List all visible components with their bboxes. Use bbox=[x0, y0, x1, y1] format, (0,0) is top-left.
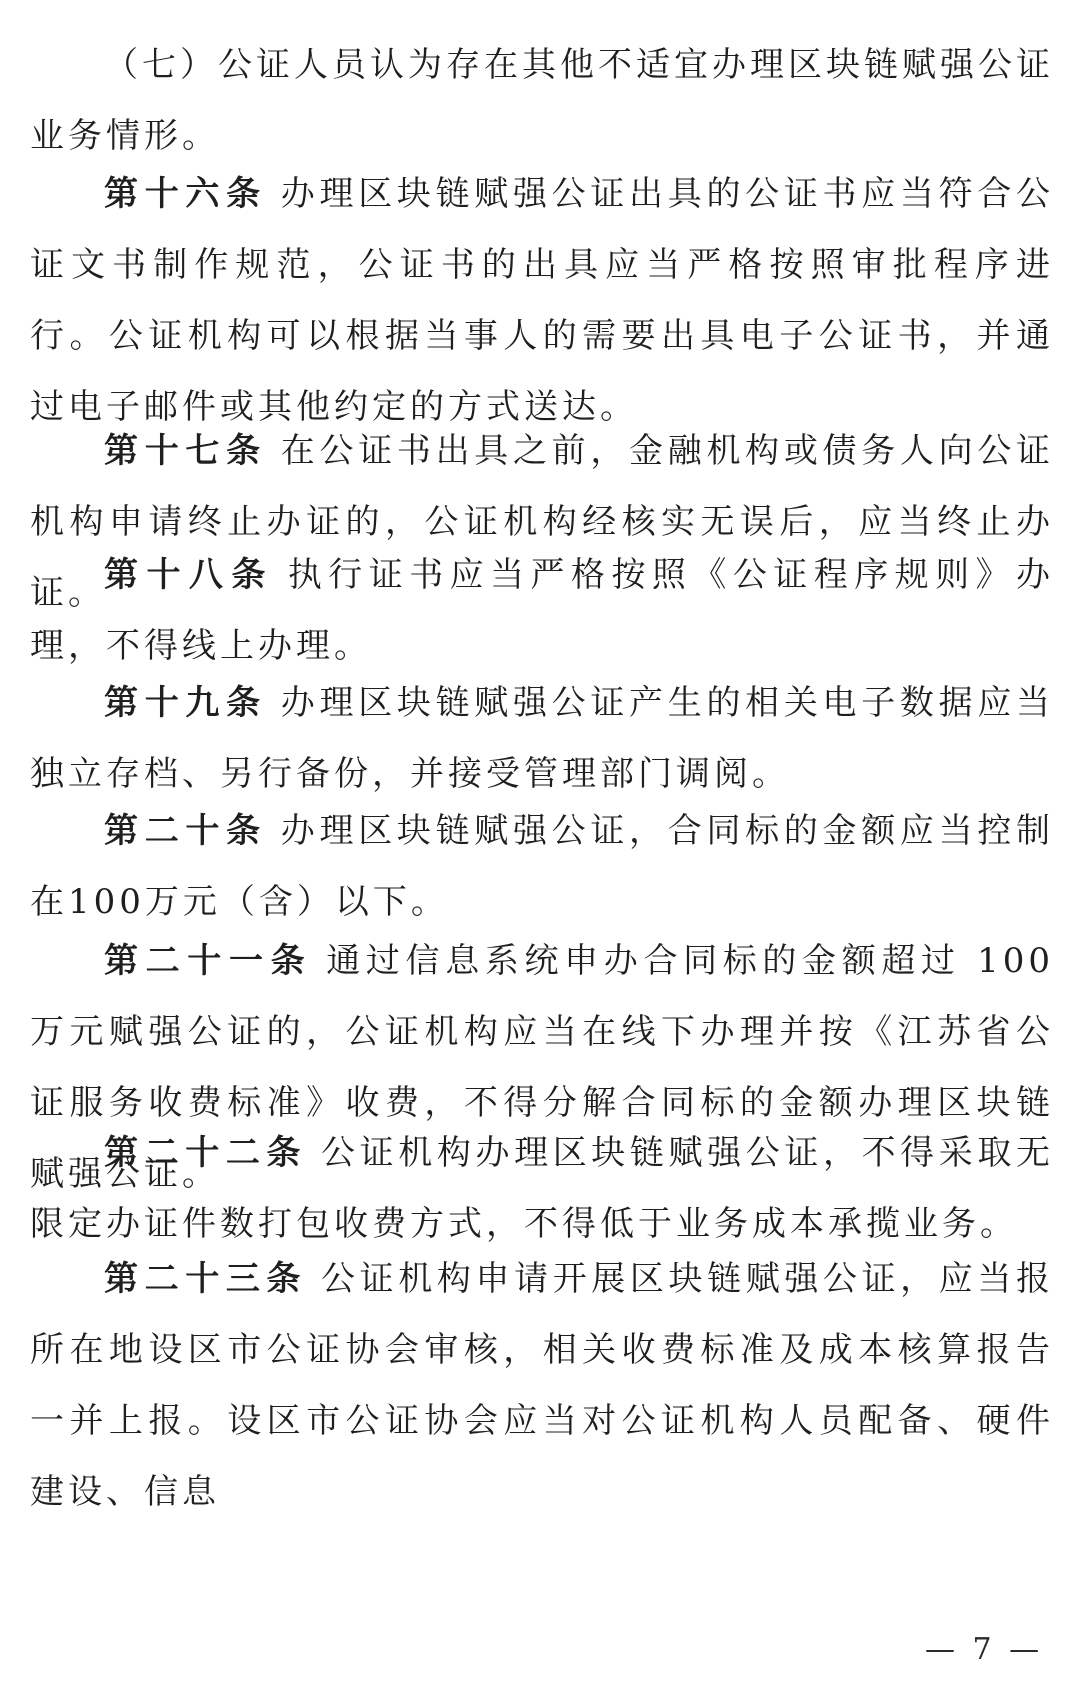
article-text: 公证机构办理区块链赋强公证，不得采取无限定办证件数打包收费方式，不得低于业务成本承揽业务。 bbox=[30, 1133, 1055, 1244]
page-number: — 7 — bbox=[925, 1632, 1044, 1667]
article-text: 在公证书出具之前，金融机构或债务人向公证机构申请终止办证的，公证机构经核实无误后，应当终止办证。 bbox=[30, 431, 1055, 613]
article-heading: 第十八条 bbox=[104, 555, 274, 595]
article-22 bbox=[30, 1118, 1054, 1260]
article-heading: 第十六条 bbox=[104, 174, 267, 214]
article-text: 执行证书应当严格按照《公证程序规则》办理，不得线上办理。 bbox=[30, 555, 1055, 666]
article-heading: 第十七条 bbox=[104, 431, 267, 471]
article-19 bbox=[30, 668, 1054, 810]
article-20 bbox=[30, 796, 1054, 938]
paragraph-item-7 bbox=[30, 30, 1054, 172]
article-text: 办理区块链赋强公证出具的公证书应当符合公证文书制作规范，公证书的出具应当严格按照审批程序进行。公证机构可以根据当事人的需要出具电子公证书，并通过电子邮件或其他约定的方式送达。 bbox=[30, 174, 1055, 427]
article-heading: 第二十三条 bbox=[104, 1259, 308, 1299]
article-heading: 第十九条 bbox=[104, 683, 267, 723]
article-23 bbox=[30, 1244, 1054, 1528]
article-text: 通过信息系统申办合同标的金额超过 100 万元赋强公证的，公证机构应当在线下办理并按《江苏省公证服务收费标准》收费，不得分解合同标的金额办理区块链赋强公证。 bbox=[30, 941, 1054, 1194]
article-heading: 第二十条 bbox=[104, 811, 267, 851]
article-16 bbox=[30, 159, 1054, 443]
article-text: 办理区块链赋强公证产生的相关电子数据应当独立存档、另行备份，并接受管理部门调阅。 bbox=[30, 683, 1055, 794]
article-heading: 第二十一条 bbox=[104, 941, 313, 981]
article-heading: 第二十二条 bbox=[104, 1133, 308, 1173]
article-text: 公证机构申请开展区块链赋强公证，应当报所在地设区市公证协会审核，相关收费标准及成本核算报告一并上报。设区市公证协会应当对公证机构人员配备、硬件建设、信息 bbox=[30, 1259, 1055, 1512]
article-text: 办理区块链赋强公证，合同标的金额应当控制在100万元（含）以下。 bbox=[30, 811, 1055, 922]
paragraph-text: （七）公证人员认为存在其他不适宜办理区块链赋强公证业务情形。 bbox=[30, 45, 1054, 156]
article-18 bbox=[30, 540, 1054, 682]
